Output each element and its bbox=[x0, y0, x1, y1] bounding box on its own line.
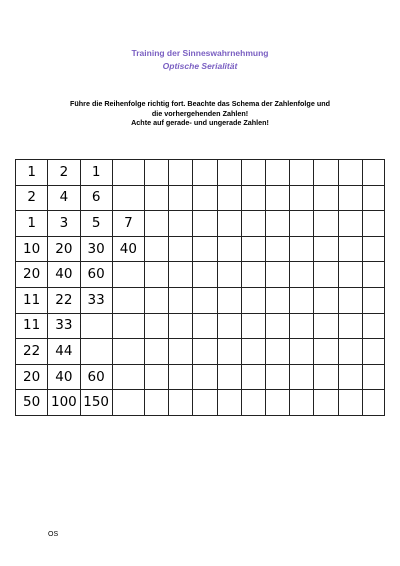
grid-cell-empty[interactable] bbox=[290, 160, 314, 186]
grid-cell-empty[interactable] bbox=[265, 364, 289, 390]
grid-row bbox=[16, 287, 385, 313]
grid-cell-empty[interactable] bbox=[314, 236, 338, 262]
grid-cell-empty[interactable] bbox=[217, 339, 241, 365]
grid-cell-empty[interactable] bbox=[314, 185, 338, 211]
grid-cell-empty[interactable] bbox=[145, 339, 169, 365]
grid-cell-empty[interactable] bbox=[241, 185, 265, 211]
grid-cell-empty[interactable] bbox=[169, 185, 193, 211]
grid-cell-number: 40 bbox=[112, 236, 144, 262]
grid-cell-empty[interactable] bbox=[290, 339, 314, 365]
grid-cell-number: 11 bbox=[16, 287, 48, 313]
grid-cell-empty[interactable] bbox=[362, 313, 384, 339]
grid-cell-empty[interactable] bbox=[338, 211, 362, 237]
grid-cell-empty[interactable] bbox=[314, 211, 338, 237]
grid-row bbox=[16, 262, 385, 288]
grid-cell-empty[interactable] bbox=[241, 364, 265, 390]
grid-row bbox=[16, 185, 385, 211]
grid-cell-empty[interactable] bbox=[217, 364, 241, 390]
grid-cell-empty[interactable] bbox=[169, 236, 193, 262]
grid-row bbox=[16, 339, 385, 365]
grid-cell-empty[interactable] bbox=[241, 339, 265, 365]
worksheet-subtitle: Optische Serialität bbox=[162, 61, 238, 71]
grid-cell-empty[interactable] bbox=[241, 390, 265, 416]
grid-cell-empty[interactable] bbox=[338, 339, 362, 365]
grid-cell-number: 3 bbox=[48, 211, 80, 237]
grid-cell-empty[interactable] bbox=[290, 313, 314, 339]
grid-cell-empty[interactable] bbox=[145, 185, 169, 211]
grid-cell-empty[interactable] bbox=[241, 211, 265, 237]
grid-cell-number: 20 bbox=[48, 236, 80, 262]
grid-cell-number: 22 bbox=[16, 339, 48, 365]
grid-cell-number: 7 bbox=[112, 211, 144, 237]
grid-cell-number: 2 bbox=[16, 185, 48, 211]
instruction-line-2: die vorhergehenden Zahlen! bbox=[151, 108, 249, 118]
grid-cell-empty[interactable] bbox=[362, 339, 384, 365]
grid-cell-empty[interactable] bbox=[193, 185, 217, 211]
grid-cell-empty[interactable] bbox=[241, 262, 265, 288]
grid-cell-empty[interactable] bbox=[265, 390, 289, 416]
grid-cell-empty[interactable] bbox=[145, 390, 169, 416]
grid-cell-empty[interactable] bbox=[362, 236, 384, 262]
grid-cell-number: 2 bbox=[48, 160, 80, 186]
grid-cell-empty[interactable] bbox=[217, 185, 241, 211]
grid-cell-number: 1 bbox=[80, 160, 112, 186]
grid-cell-empty[interactable] bbox=[314, 262, 338, 288]
grid-cell-empty[interactable] bbox=[362, 287, 384, 313]
grid-cell-empty[interactable] bbox=[193, 313, 217, 339]
grid-cell-empty[interactable] bbox=[290, 236, 314, 262]
grid-cell-empty[interactable] bbox=[145, 287, 169, 313]
grid-cell-empty[interactable] bbox=[112, 313, 144, 339]
grid-cell-empty[interactable] bbox=[193, 236, 217, 262]
grid-cell-empty[interactable] bbox=[217, 287, 241, 313]
grid-cell-empty[interactable] bbox=[169, 313, 193, 339]
grid-cell-empty[interactable] bbox=[193, 339, 217, 365]
grid-cell-empty[interactable] bbox=[169, 390, 193, 416]
grid-cell-empty[interactable] bbox=[112, 160, 144, 186]
grid-row bbox=[16, 160, 385, 186]
grid-cell-empty[interactable] bbox=[169, 339, 193, 365]
grid-cell-empty[interactable] bbox=[112, 185, 144, 211]
grid-cell-empty[interactable] bbox=[338, 287, 362, 313]
grid-cell-empty[interactable] bbox=[362, 160, 384, 186]
grid-cell-empty[interactable] bbox=[193, 364, 217, 390]
grid-cell-empty[interactable] bbox=[193, 390, 217, 416]
grid-cell-number: 10 bbox=[16, 236, 48, 262]
grid-cell-empty[interactable] bbox=[290, 287, 314, 313]
grid-cell-number: 33 bbox=[80, 287, 112, 313]
grid-cell-empty[interactable] bbox=[338, 364, 362, 390]
grid-cell-empty[interactable] bbox=[112, 364, 144, 390]
grid-row bbox=[16, 313, 385, 339]
grid-cell-number: 44 bbox=[48, 339, 80, 365]
grid-cell-empty[interactable] bbox=[241, 313, 265, 339]
grid-row bbox=[16, 236, 385, 262]
grid-cell-number: 60 bbox=[80, 364, 112, 390]
grid-cell-number: 1 bbox=[16, 211, 48, 237]
grid-cell-empty[interactable] bbox=[265, 160, 289, 186]
grid-cell-number: 50 bbox=[16, 390, 48, 416]
grid-cell-number: 5 bbox=[80, 211, 112, 237]
grid-cell-empty[interactable] bbox=[314, 160, 338, 186]
grid-cell-empty[interactable] bbox=[169, 262, 193, 288]
grid-cell-empty[interactable] bbox=[241, 160, 265, 186]
grid-cell-empty[interactable] bbox=[290, 364, 314, 390]
grid-cell-empty[interactable] bbox=[217, 236, 241, 262]
grid-cell-empty[interactable] bbox=[265, 185, 289, 211]
grid-cell-number: 60 bbox=[80, 262, 112, 288]
grid-cell-number: 40 bbox=[48, 262, 80, 288]
grid-cell-empty[interactable] bbox=[265, 262, 289, 288]
grid-cell-empty[interactable] bbox=[290, 262, 314, 288]
instruction-line-1: Führe die Reihenfolge richtig fort. Beachte das Schema der Zahlenfolge und bbox=[70, 99, 330, 108]
grid-cell-number: 4 bbox=[48, 185, 80, 211]
grid-cell-empty[interactable] bbox=[193, 211, 217, 237]
grid-cell-empty[interactable] bbox=[169, 364, 193, 390]
grid-cell-number: 11 bbox=[16, 313, 48, 339]
grid-cell-empty[interactable] bbox=[145, 236, 169, 262]
grid-cell-empty[interactable] bbox=[362, 211, 384, 237]
grid-cell-empty[interactable] bbox=[338, 236, 362, 262]
worksheet-title: Training der Sinneswahrnehmung bbox=[131, 48, 269, 58]
grid-cell-number: 150 bbox=[80, 390, 112, 416]
grid-cell-empty[interactable] bbox=[217, 211, 241, 237]
grid-cell-number: 40 bbox=[48, 364, 80, 390]
grid-cell-number: 30 bbox=[80, 236, 112, 262]
grid-cell-empty[interactable] bbox=[80, 313, 112, 339]
grid-cell-empty[interactable] bbox=[338, 262, 362, 288]
grid-cell-empty[interactable] bbox=[265, 313, 289, 339]
grid-cell-number: 100 bbox=[48, 390, 80, 416]
grid-cell-empty[interactable] bbox=[112, 390, 144, 416]
grid-cell-empty[interactable] bbox=[362, 185, 384, 211]
grid-cell-empty[interactable] bbox=[193, 262, 217, 288]
grid-cell-empty[interactable] bbox=[217, 390, 241, 416]
grid-cell-empty[interactable] bbox=[145, 313, 169, 339]
number-sequence-grid bbox=[15, 159, 385, 416]
footer-initials: OS bbox=[48, 531, 59, 538]
grid-cell-empty[interactable] bbox=[290, 185, 314, 211]
grid-cell-empty[interactable] bbox=[217, 262, 241, 288]
grid-cell-empty[interactable] bbox=[290, 390, 314, 416]
grid-cell-number: 20 bbox=[16, 262, 48, 288]
grid-cell-empty[interactable] bbox=[314, 287, 338, 313]
grid-cell-number: 33 bbox=[48, 313, 80, 339]
instructions bbox=[40, 99, 360, 128]
grid-cell-empty[interactable] bbox=[338, 160, 362, 186]
grid-cell-empty[interactable] bbox=[265, 339, 289, 365]
grid-cell-empty[interactable] bbox=[80, 339, 112, 365]
grid-cell-empty[interactable] bbox=[241, 287, 265, 313]
grid-cell-empty[interactable] bbox=[314, 390, 338, 416]
grid-cell-number: 1 bbox=[16, 160, 48, 186]
grid-cell-empty[interactable] bbox=[338, 185, 362, 211]
grid-cell-empty[interactable] bbox=[290, 211, 314, 237]
grid-cell-empty[interactable] bbox=[362, 364, 384, 390]
grid-cell-empty[interactable] bbox=[112, 287, 144, 313]
grid-row bbox=[16, 211, 385, 237]
grid-cell-empty[interactable] bbox=[338, 313, 362, 339]
grid-cell-empty[interactable] bbox=[265, 236, 289, 262]
grid-cell-number: 22 bbox=[48, 287, 80, 313]
grid-cell-number: 20 bbox=[16, 364, 48, 390]
grid-cell-empty[interactable] bbox=[193, 160, 217, 186]
grid-cell-empty[interactable] bbox=[362, 262, 384, 288]
grid-cell-empty[interactable] bbox=[241, 236, 265, 262]
grid-cell-empty[interactable] bbox=[362, 390, 384, 416]
grid-cell-empty[interactable] bbox=[193, 287, 217, 313]
grid-cell-empty[interactable] bbox=[265, 287, 289, 313]
grid-cell-empty[interactable] bbox=[169, 287, 193, 313]
grid-cell-empty[interactable] bbox=[314, 364, 338, 390]
grid-cell-number: 6 bbox=[80, 185, 112, 211]
grid-row bbox=[16, 390, 385, 416]
grid-row bbox=[16, 364, 385, 390]
grid-cell-empty[interactable] bbox=[145, 364, 169, 390]
grid-cell-empty[interactable] bbox=[314, 313, 338, 339]
grid-cell-empty[interactable] bbox=[145, 211, 169, 237]
grid-cell-empty[interactable] bbox=[217, 160, 241, 186]
grid-cell-empty[interactable] bbox=[112, 262, 144, 288]
grid-cell-empty[interactable] bbox=[314, 339, 338, 365]
grid-cell-empty[interactable] bbox=[338, 390, 362, 416]
grid-cell-empty[interactable] bbox=[265, 211, 289, 237]
grid-cell-empty[interactable] bbox=[145, 262, 169, 288]
grid-cell-empty[interactable] bbox=[169, 160, 193, 186]
instruction-line-3: Achte auf gerade- und ungerade Zahlen! bbox=[131, 118, 269, 128]
grid-cell-empty[interactable] bbox=[169, 211, 193, 237]
grid-cell-empty[interactable] bbox=[112, 339, 144, 365]
grid-cell-empty[interactable] bbox=[145, 160, 169, 186]
grid-cell-empty[interactable] bbox=[217, 313, 241, 339]
